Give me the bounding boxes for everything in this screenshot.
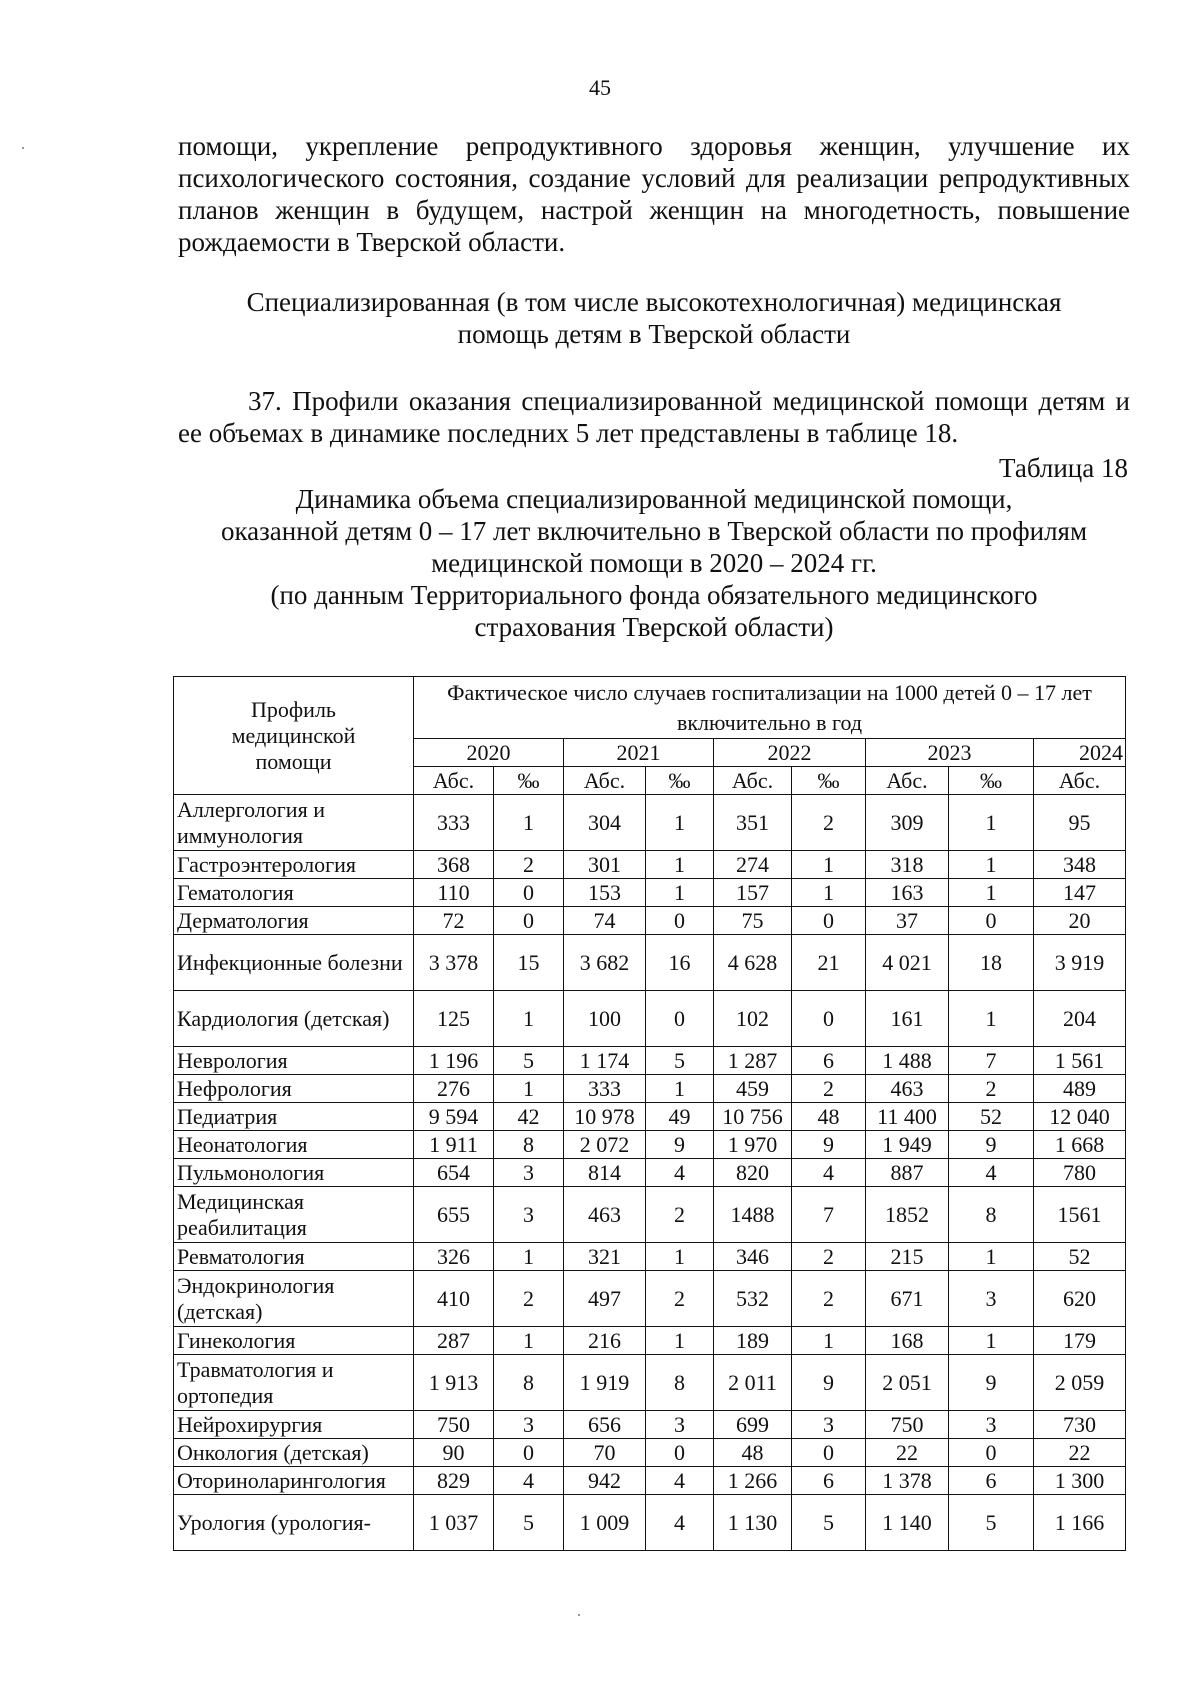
abs-value-cell: 671 — [866, 1271, 949, 1327]
section-heading — [178, 286, 1130, 350]
permille-value-cell: 15 — [494, 935, 564, 991]
abs-value-cell: 4 628 — [714, 935, 792, 991]
permille-value-cell: 3 — [949, 1271, 1034, 1327]
table-source — [178, 579, 1130, 643]
abs-value-cell: 820 — [714, 1159, 792, 1187]
profile-cell: Неврология — [174, 1047, 414, 1075]
abs-value-cell: 1 166 — [1034, 1495, 1126, 1551]
permille-value-cell: 16 — [646, 935, 714, 991]
abs-value-cell: 655 — [414, 1187, 494, 1243]
permille-value-cell: 2 — [646, 1271, 714, 1327]
permille-value-cell: 0 — [646, 991, 714, 1047]
profile-cell: Неонатология — [174, 1131, 414, 1159]
abs-value-cell: 780 — [1034, 1159, 1126, 1187]
permille-value-cell: 5 — [494, 1495, 564, 1551]
profile-cell: Нефрология — [174, 1075, 414, 1103]
profile-cell: Урология (урология- — [174, 1495, 414, 1551]
permille-value-cell: 5 — [494, 1047, 564, 1075]
permille-value-cell: 8 — [646, 1355, 714, 1411]
permille-value-cell: 8 — [949, 1187, 1034, 1243]
permille-value-cell: 9 — [646, 1131, 714, 1159]
permille-value-cell: 2 — [494, 1271, 564, 1327]
abs-value-cell: 216 — [564, 1327, 646, 1355]
abs-value-cell: 215 — [866, 1243, 949, 1271]
abs-value-cell: 74 — [564, 907, 646, 935]
permille-value-cell: 5 — [646, 1047, 714, 1075]
permille-value-cell: 1 — [646, 879, 714, 907]
permille-value-cell: 4 — [494, 1467, 564, 1495]
abs-value-cell: 37 — [866, 907, 949, 935]
permille-value-cell: 1 — [646, 851, 714, 879]
permille-value-cell: 0 — [646, 1439, 714, 1467]
abs-value-cell: 161 — [866, 991, 949, 1047]
profile-cell: Нейрохирургия — [174, 1411, 414, 1439]
permille-value-cell: 3 — [494, 1187, 564, 1243]
table-row — [174, 1439, 1126, 1467]
abs-value-cell: 287 — [414, 1327, 494, 1355]
abs-value-cell: 463 — [866, 1075, 949, 1103]
table-row — [174, 1327, 1126, 1355]
abs-value-cell: 1852 — [866, 1187, 949, 1243]
abs-value-cell: 942 — [564, 1467, 646, 1495]
abs-value-cell: 72 — [414, 907, 494, 935]
abs-value-cell: 9 594 — [414, 1103, 494, 1131]
permille-value-cell: 9 — [949, 1355, 1034, 1411]
permille-value-cell: 48 — [792, 1103, 866, 1131]
permille-value-cell: 5 — [949, 1495, 1034, 1551]
abs-value-cell: 346 — [714, 1243, 792, 1271]
permille-value-cell: 3 — [646, 1411, 714, 1439]
scan-speck — [22, 147, 24, 149]
permille-value-cell: 3 — [494, 1159, 564, 1187]
abs-value-cell: 301 — [564, 851, 646, 879]
table-row — [174, 795, 1126, 851]
abs-value-cell: 11 400 — [866, 1103, 949, 1131]
table-row — [174, 1131, 1126, 1159]
permille-value-cell: 0 — [949, 907, 1034, 935]
permille-value-cell: 1 — [646, 795, 714, 851]
abs-value-cell: 750 — [866, 1411, 949, 1439]
table-row — [174, 1243, 1126, 1271]
profile-cell: Гематология — [174, 879, 414, 907]
permille-value-cell: 1 — [949, 879, 1034, 907]
abs-value-cell: 351 — [714, 795, 792, 851]
permille-value-cell: 6 — [949, 1467, 1034, 1495]
permille-value-cell: 1 — [949, 851, 1034, 879]
table-row — [174, 1047, 1126, 1075]
abs-value-cell: 1 668 — [1034, 1131, 1126, 1159]
abs-value-cell: 497 — [564, 1271, 646, 1327]
permille-value-cell: 1 — [494, 991, 564, 1047]
permille-value-cell: 0 — [949, 1439, 1034, 1467]
abs-value-cell: 22 — [866, 1439, 949, 1467]
permille-value-cell: 1 — [646, 1243, 714, 1271]
abs-value-cell: 3 919 — [1034, 935, 1126, 991]
caption-line: медицинской помощи в 2020 – 2024 гг. — [431, 548, 877, 578]
abs-value-cell: 368 — [414, 851, 494, 879]
permille-value-cell: 18 — [949, 935, 1034, 991]
permille-value-cell: 4 — [646, 1159, 714, 1187]
permille-value-cell: 0 — [792, 1439, 866, 1467]
abs-value-cell: 1 970 — [714, 1131, 792, 1159]
abs-value-cell: 1 287 — [714, 1047, 792, 1075]
abs-value-cell: 730 — [1034, 1411, 1126, 1439]
permille-value-cell: 2 — [792, 1243, 866, 1271]
permille-header: ‰ — [494, 767, 564, 795]
abs-value-cell: 333 — [414, 795, 494, 851]
table-row — [174, 1355, 1126, 1411]
abs-value-cell: 2 072 — [564, 1131, 646, 1159]
permille-value-cell: 1 — [494, 1243, 564, 1271]
permille-value-cell: 4 — [792, 1159, 866, 1187]
profile-cell: Инфекционные болезни — [174, 935, 414, 991]
abs-value-cell: 620 — [1034, 1271, 1126, 1327]
permille-value-cell: 6 — [792, 1467, 866, 1495]
abs-value-cell: 321 — [564, 1243, 646, 1271]
section-heading-line: Специализированная (в том числе высокотехнологичная) медицинская — [246, 287, 1062, 317]
abs-value-cell: 814 — [564, 1159, 646, 1187]
profile-cell: Ревматология — [174, 1243, 414, 1271]
permille-value-cell: 3 — [494, 1411, 564, 1439]
permille-value-cell: 9 — [792, 1355, 866, 1411]
section-heading-line: помощь детям в Тверской области — [457, 319, 851, 349]
table-row — [174, 935, 1126, 991]
abs-value-cell: 20 — [1034, 907, 1126, 935]
abs-value-cell: 204 — [1034, 991, 1126, 1047]
abs-value-cell: 829 — [414, 1467, 494, 1495]
abs-value-cell: 189 — [714, 1327, 792, 1355]
abs-header: Абс. — [414, 767, 494, 795]
table-row — [174, 851, 1126, 879]
abs-value-cell: 750 — [414, 1411, 494, 1439]
year-header: 2021 — [564, 739, 714, 767]
abs-value-cell: 10 978 — [564, 1103, 646, 1131]
abs-value-cell: 3 378 — [414, 935, 494, 991]
year-header: 2020 — [414, 739, 564, 767]
permille-value-cell: 1 — [949, 1243, 1034, 1271]
permille-value-cell: 5 — [792, 1495, 866, 1551]
permille-value-cell: 0 — [792, 907, 866, 935]
abs-value-cell: 1 949 — [866, 1131, 949, 1159]
abs-value-cell: 90 — [414, 1439, 494, 1467]
permille-value-cell: 0 — [494, 1439, 564, 1467]
table-row — [174, 879, 1126, 907]
abs-header: Абс. — [866, 767, 949, 795]
abs-value-cell: 274 — [714, 851, 792, 879]
abs-value-cell: 168 — [866, 1327, 949, 1355]
profile-header: Профиль медицинской помощи — [174, 677, 414, 795]
abs-value-cell: 110 — [414, 879, 494, 907]
permille-value-cell: 1 — [494, 1075, 564, 1103]
abs-value-cell: 699 — [714, 1411, 792, 1439]
profile-cell: Эндокринология (детская) — [174, 1271, 414, 1327]
profile-cell: Аллергология и иммунология — [174, 795, 414, 851]
table-row — [174, 1103, 1126, 1131]
abs-value-cell: 326 — [414, 1243, 494, 1271]
hospitalization-table — [173, 676, 1126, 1551]
abs-value-cell: 1 174 — [564, 1047, 646, 1075]
abs-value-cell: 48 — [714, 1439, 792, 1467]
permille-value-cell: 3 — [949, 1411, 1034, 1439]
permille-value-cell: 9 — [792, 1131, 866, 1159]
table-row — [174, 991, 1126, 1047]
permille-value-cell: 4 — [949, 1159, 1034, 1187]
source-line: (по данным Территориального фонда обязательного медицинского — [270, 580, 1038, 610]
year-header: 2023 — [866, 739, 1034, 767]
abs-header: Абс. — [564, 767, 646, 795]
table-body — [174, 795, 1126, 1551]
permille-value-cell: 1 — [494, 795, 564, 851]
abs-value-cell: 100 — [564, 991, 646, 1047]
abs-value-cell: 532 — [714, 1271, 792, 1327]
abs-value-cell: 102 — [714, 991, 792, 1047]
abs-value-cell: 1 266 — [714, 1467, 792, 1495]
permille-value-cell: 1 — [646, 1075, 714, 1103]
permille-value-cell: 0 — [494, 879, 564, 907]
abs-value-cell: 95 — [1034, 795, 1126, 851]
permille-value-cell: 1 — [949, 991, 1034, 1047]
abs-value-cell: 1 140 — [866, 1495, 949, 1551]
abs-value-cell: 1 037 — [414, 1495, 494, 1551]
abs-value-cell: 70 — [564, 1439, 646, 1467]
permille-value-cell: 1 — [949, 1327, 1034, 1355]
abs-value-cell: 179 — [1034, 1327, 1126, 1355]
abs-value-cell: 1 378 — [866, 1467, 949, 1495]
abs-value-cell: 1561 — [1034, 1187, 1126, 1243]
main-header: Фактическое число случаев госпитализации на 1000 детей 0 – 17 лет включительно в год — [414, 677, 1126, 739]
table-row — [174, 1271, 1126, 1327]
abs-value-cell: 459 — [714, 1075, 792, 1103]
caption-line: оказанной детям 0 – 17 лет включительно в Тверской области по профилям — [220, 516, 1088, 546]
abs-value-cell: 1 488 — [866, 1047, 949, 1075]
permille-value-cell: 52 — [949, 1103, 1034, 1131]
permille-value-cell: 1 — [646, 1327, 714, 1355]
abs-value-cell: 163 — [866, 879, 949, 907]
permille-value-cell: 1 — [949, 795, 1034, 851]
permille-value-cell: 6 — [792, 1047, 866, 1075]
permille-value-cell: 2 — [949, 1075, 1034, 1103]
abs-value-cell: 1 561 — [1034, 1047, 1126, 1075]
abs-value-cell: 1 300 — [1034, 1467, 1126, 1495]
table-row — [174, 1467, 1126, 1495]
permille-value-cell: 2 — [792, 1271, 866, 1327]
profile-cell: Педиатрия — [174, 1103, 414, 1131]
permille-header: ‰ — [792, 767, 866, 795]
abs-value-cell: 463 — [564, 1187, 646, 1243]
permille-value-cell: 7 — [792, 1187, 866, 1243]
intro-paragraph: помощи, укрепление репродуктивного здоровья женщин, улучшение их психологического состояния, создание условий для реализации репродуктивных планов женщин в будущем, настрой женщин на многодетность, повышение рождаемости в Тверской области. — [178, 131, 1130, 257]
permille-value-cell: 9 — [949, 1131, 1034, 1159]
permille-value-cell: 1 — [792, 851, 866, 879]
permille-value-cell: 0 — [646, 907, 714, 935]
abs-value-cell: 153 — [564, 879, 646, 907]
profile-cell: Гинекология — [174, 1327, 414, 1355]
permille-value-cell: 7 — [949, 1047, 1034, 1075]
permille-value-cell: 8 — [494, 1355, 564, 1411]
abs-value-cell: 654 — [414, 1159, 494, 1187]
permille-header: ‰ — [646, 767, 714, 795]
abs-value-cell: 1488 — [714, 1187, 792, 1243]
permille-value-cell: 2 — [792, 795, 866, 851]
abs-value-cell: 1 911 — [414, 1131, 494, 1159]
table-label: Таблица 18 — [999, 453, 1128, 483]
table-row — [174, 1159, 1126, 1187]
table-row — [174, 1075, 1126, 1103]
abs-value-cell: 304 — [564, 795, 646, 851]
abs-value-cell: 52 — [1034, 1243, 1126, 1271]
abs-value-cell: 1 130 — [714, 1495, 792, 1551]
permille-value-cell: 0 — [494, 907, 564, 935]
permille-value-cell: 42 — [494, 1103, 564, 1131]
abs-value-cell: 318 — [866, 851, 949, 879]
permille-value-cell: 1 — [792, 879, 866, 907]
abs-value-cell: 4 021 — [866, 935, 949, 991]
permille-value-cell: 0 — [792, 991, 866, 1047]
table-caption — [178, 483, 1130, 579]
abs-value-cell: 157 — [714, 879, 792, 907]
permille-value-cell: 2 — [792, 1075, 866, 1103]
profile-cell: Медицинская реабилитация — [174, 1187, 414, 1243]
profile-cell: Гастроэнтерология — [174, 851, 414, 879]
year-header: 2024 — [1034, 739, 1126, 767]
abs-value-cell: 887 — [866, 1159, 949, 1187]
permille-value-cell: 49 — [646, 1103, 714, 1131]
table-row — [174, 907, 1126, 935]
source-line: страхования Тверской области) — [474, 612, 834, 642]
permille-value-cell: 4 — [646, 1467, 714, 1495]
profile-cell: Дерматология — [174, 907, 414, 935]
profile-cell: Кардиология (детская) — [174, 991, 414, 1047]
permille-value-cell: 3 — [792, 1411, 866, 1439]
abs-value-cell: 2 059 — [1034, 1355, 1126, 1411]
scan-speck — [578, 1614, 580, 1616]
abs-value-cell: 2 051 — [866, 1355, 949, 1411]
table-row — [174, 1187, 1126, 1243]
profile-cell: Онкология (детская) — [174, 1439, 414, 1467]
abs-value-cell: 12 040 — [1034, 1103, 1126, 1131]
abs-value-cell: 309 — [866, 795, 949, 851]
abs-value-cell: 1 009 — [564, 1495, 646, 1551]
permille-value-cell: 8 — [494, 1131, 564, 1159]
table-row — [174, 1495, 1126, 1551]
abs-value-cell: 1 913 — [414, 1355, 494, 1411]
permille-value-cell: 2 — [646, 1187, 714, 1243]
abs-value-cell: 22 — [1034, 1439, 1126, 1467]
abs-value-cell: 410 — [414, 1271, 494, 1327]
abs-value-cell: 333 — [564, 1075, 646, 1103]
abs-value-cell: 2 011 — [714, 1355, 792, 1411]
permille-value-cell: 4 — [646, 1495, 714, 1551]
abs-header: Абс. — [1034, 767, 1126, 795]
abs-value-cell: 656 — [564, 1411, 646, 1439]
abs-value-cell: 125 — [414, 991, 494, 1047]
permille-value-cell: 2 — [494, 851, 564, 879]
abs-value-cell: 75 — [714, 907, 792, 935]
page-number: 45 — [589, 75, 611, 100]
profile-cell: Пульмонология — [174, 1159, 414, 1187]
abs-value-cell: 348 — [1034, 851, 1126, 879]
abs-value-cell: 10 756 — [714, 1103, 792, 1131]
abs-header: Абс. — [714, 767, 792, 795]
abs-value-cell: 147 — [1034, 879, 1126, 907]
permille-value-cell: 21 — [792, 935, 866, 991]
abs-value-cell: 3 682 — [564, 935, 646, 991]
profile-cell: Оториноларингология — [174, 1467, 414, 1495]
profile-cell: Травматология и ортопедия — [174, 1355, 414, 1411]
paragraph-37: 37. Профили оказания специализированной медицинской помощи детям и ее объемах в динамике последних 5 лет представлены в таблице 18. — [178, 386, 1130, 448]
abs-value-cell: 1 196 — [414, 1047, 494, 1075]
year-header: 2022 — [714, 739, 866, 767]
abs-value-cell: 489 — [1034, 1075, 1126, 1103]
permille-value-cell: 1 — [792, 1327, 866, 1355]
table-row — [174, 1411, 1126, 1439]
abs-value-cell: 276 — [414, 1075, 494, 1103]
permille-value-cell: 1 — [494, 1327, 564, 1355]
permille-header: ‰ — [949, 767, 1034, 795]
abs-value-cell: 1 919 — [564, 1355, 646, 1411]
caption-line: Динамика объема специализированной медицинской помощи, — [295, 484, 1013, 514]
